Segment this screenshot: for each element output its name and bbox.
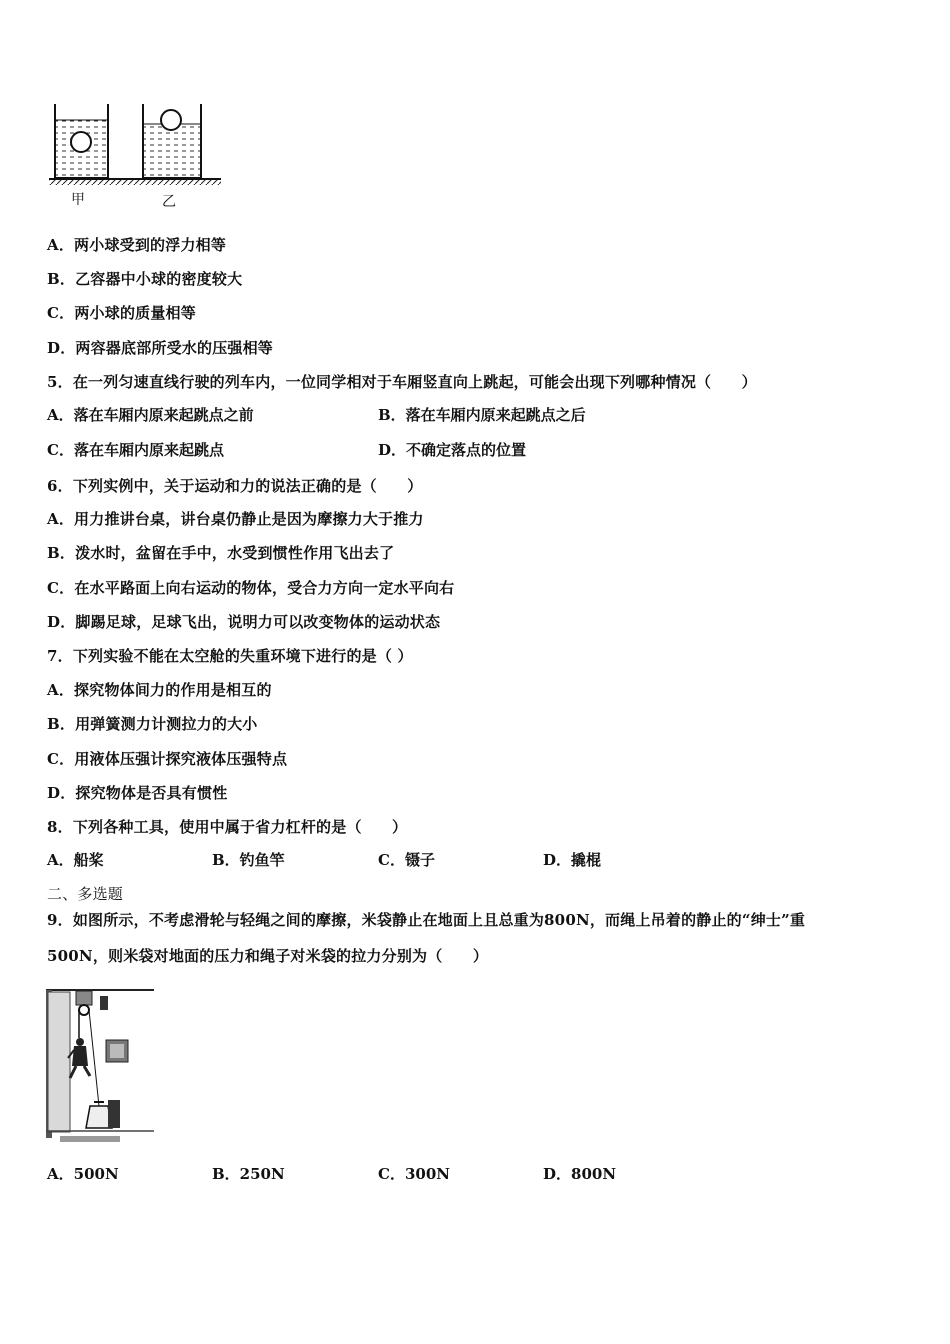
q5-option-a: A．落在车厢内原来起跳点之前 xyxy=(47,406,254,424)
q5-option-c: C．落在车厢内原来起跳点 xyxy=(47,441,224,459)
q8-stem: 8．下列各种工具，使用中属于省力杠杆的是（ ） xyxy=(47,818,408,836)
q7-option-a: A．探究物体间力的作用是相互的 xyxy=(47,681,272,699)
q9-option-b: B．250N xyxy=(212,1165,285,1183)
label-yi: 乙 xyxy=(162,194,176,210)
pulley-figure xyxy=(46,988,154,1144)
ball-yi xyxy=(161,110,181,130)
q5-stem: 5．在一列匀速直线行驶的列车内，一位同学相对于车厢竖直向上跳起，可能会出现下列哪种情况（ ） xyxy=(47,373,757,391)
q6-stem: 6．下列实例中，关于运动和力的说法正确的是（ ） xyxy=(47,477,423,495)
section-heading: 二、多选题 xyxy=(47,885,124,903)
q4-option-d: D．两容器底部所受水的压强相等 xyxy=(47,339,274,357)
q5-option-b: B．落在车厢内原来起跳点之后 xyxy=(378,406,586,424)
ball-jia xyxy=(71,132,91,152)
q6-option-d: D．脚踢足球，足球飞出，说明力可以改变物体的运动状态 xyxy=(47,613,441,631)
q9-stem-line1: 9．如图所示，不考虑滑轮与轻绳之间的摩擦，米袋静止在地面上且总重为800N，而绳上吊着的静止的“绅士”重 xyxy=(47,911,806,929)
q8-option-a: A．船桨 xyxy=(47,851,104,869)
q7-option-c: C．用液体压强计探究液体压强特点 xyxy=(47,750,288,768)
q7-option-d: D．探究物体是否具有惯性 xyxy=(47,784,228,802)
q6-option-c: C．在水平路面上向右运动的物体，受合力方向一定水平向右 xyxy=(47,579,455,597)
q4-option-b: B．乙容器中小球的密度较大 xyxy=(47,270,243,288)
q4-option-a: A．两小球受到的浮力相等 xyxy=(47,236,227,254)
q8-option-c: C．镊子 xyxy=(378,851,435,869)
q8-option-b: B．钓鱼竿 xyxy=(212,851,285,869)
q9-option-c: C．300N xyxy=(378,1165,450,1183)
q9-option-d: D．800N xyxy=(543,1165,617,1183)
q7-option-b: B．用弹簧测力计测拉力的大小 xyxy=(47,715,258,733)
pulley-bracket xyxy=(76,991,92,1005)
container-jia xyxy=(55,104,108,178)
q7-stem: 7．下列实验不能在太空舱的失重环境下进行的是（ ） xyxy=(47,647,413,665)
label-jia: 甲 xyxy=(71,192,85,208)
ground xyxy=(49,179,221,185)
q5-option-d: D．不确定落点的位置 xyxy=(378,441,527,459)
q4-option-c: C．两小球的质量相等 xyxy=(47,304,196,322)
q9-stem-line2: 500N，则米袋对地面的压力和绳子对米袋的拉力分别为（ ） xyxy=(47,947,489,965)
q9-option-a: A．500N xyxy=(47,1165,119,1183)
q6-option-b: B．泼水时，盆留在手中，水受到惯性作用飞出去了 xyxy=(47,544,395,562)
q6-option-a: A．用力推讲台桌，讲台桌仍静止是因为摩擦力大于推力 xyxy=(47,510,424,528)
q8-option-d: D．撬棍 xyxy=(543,851,602,869)
container-yi xyxy=(143,104,201,178)
pulley-icon xyxy=(79,1005,89,1015)
